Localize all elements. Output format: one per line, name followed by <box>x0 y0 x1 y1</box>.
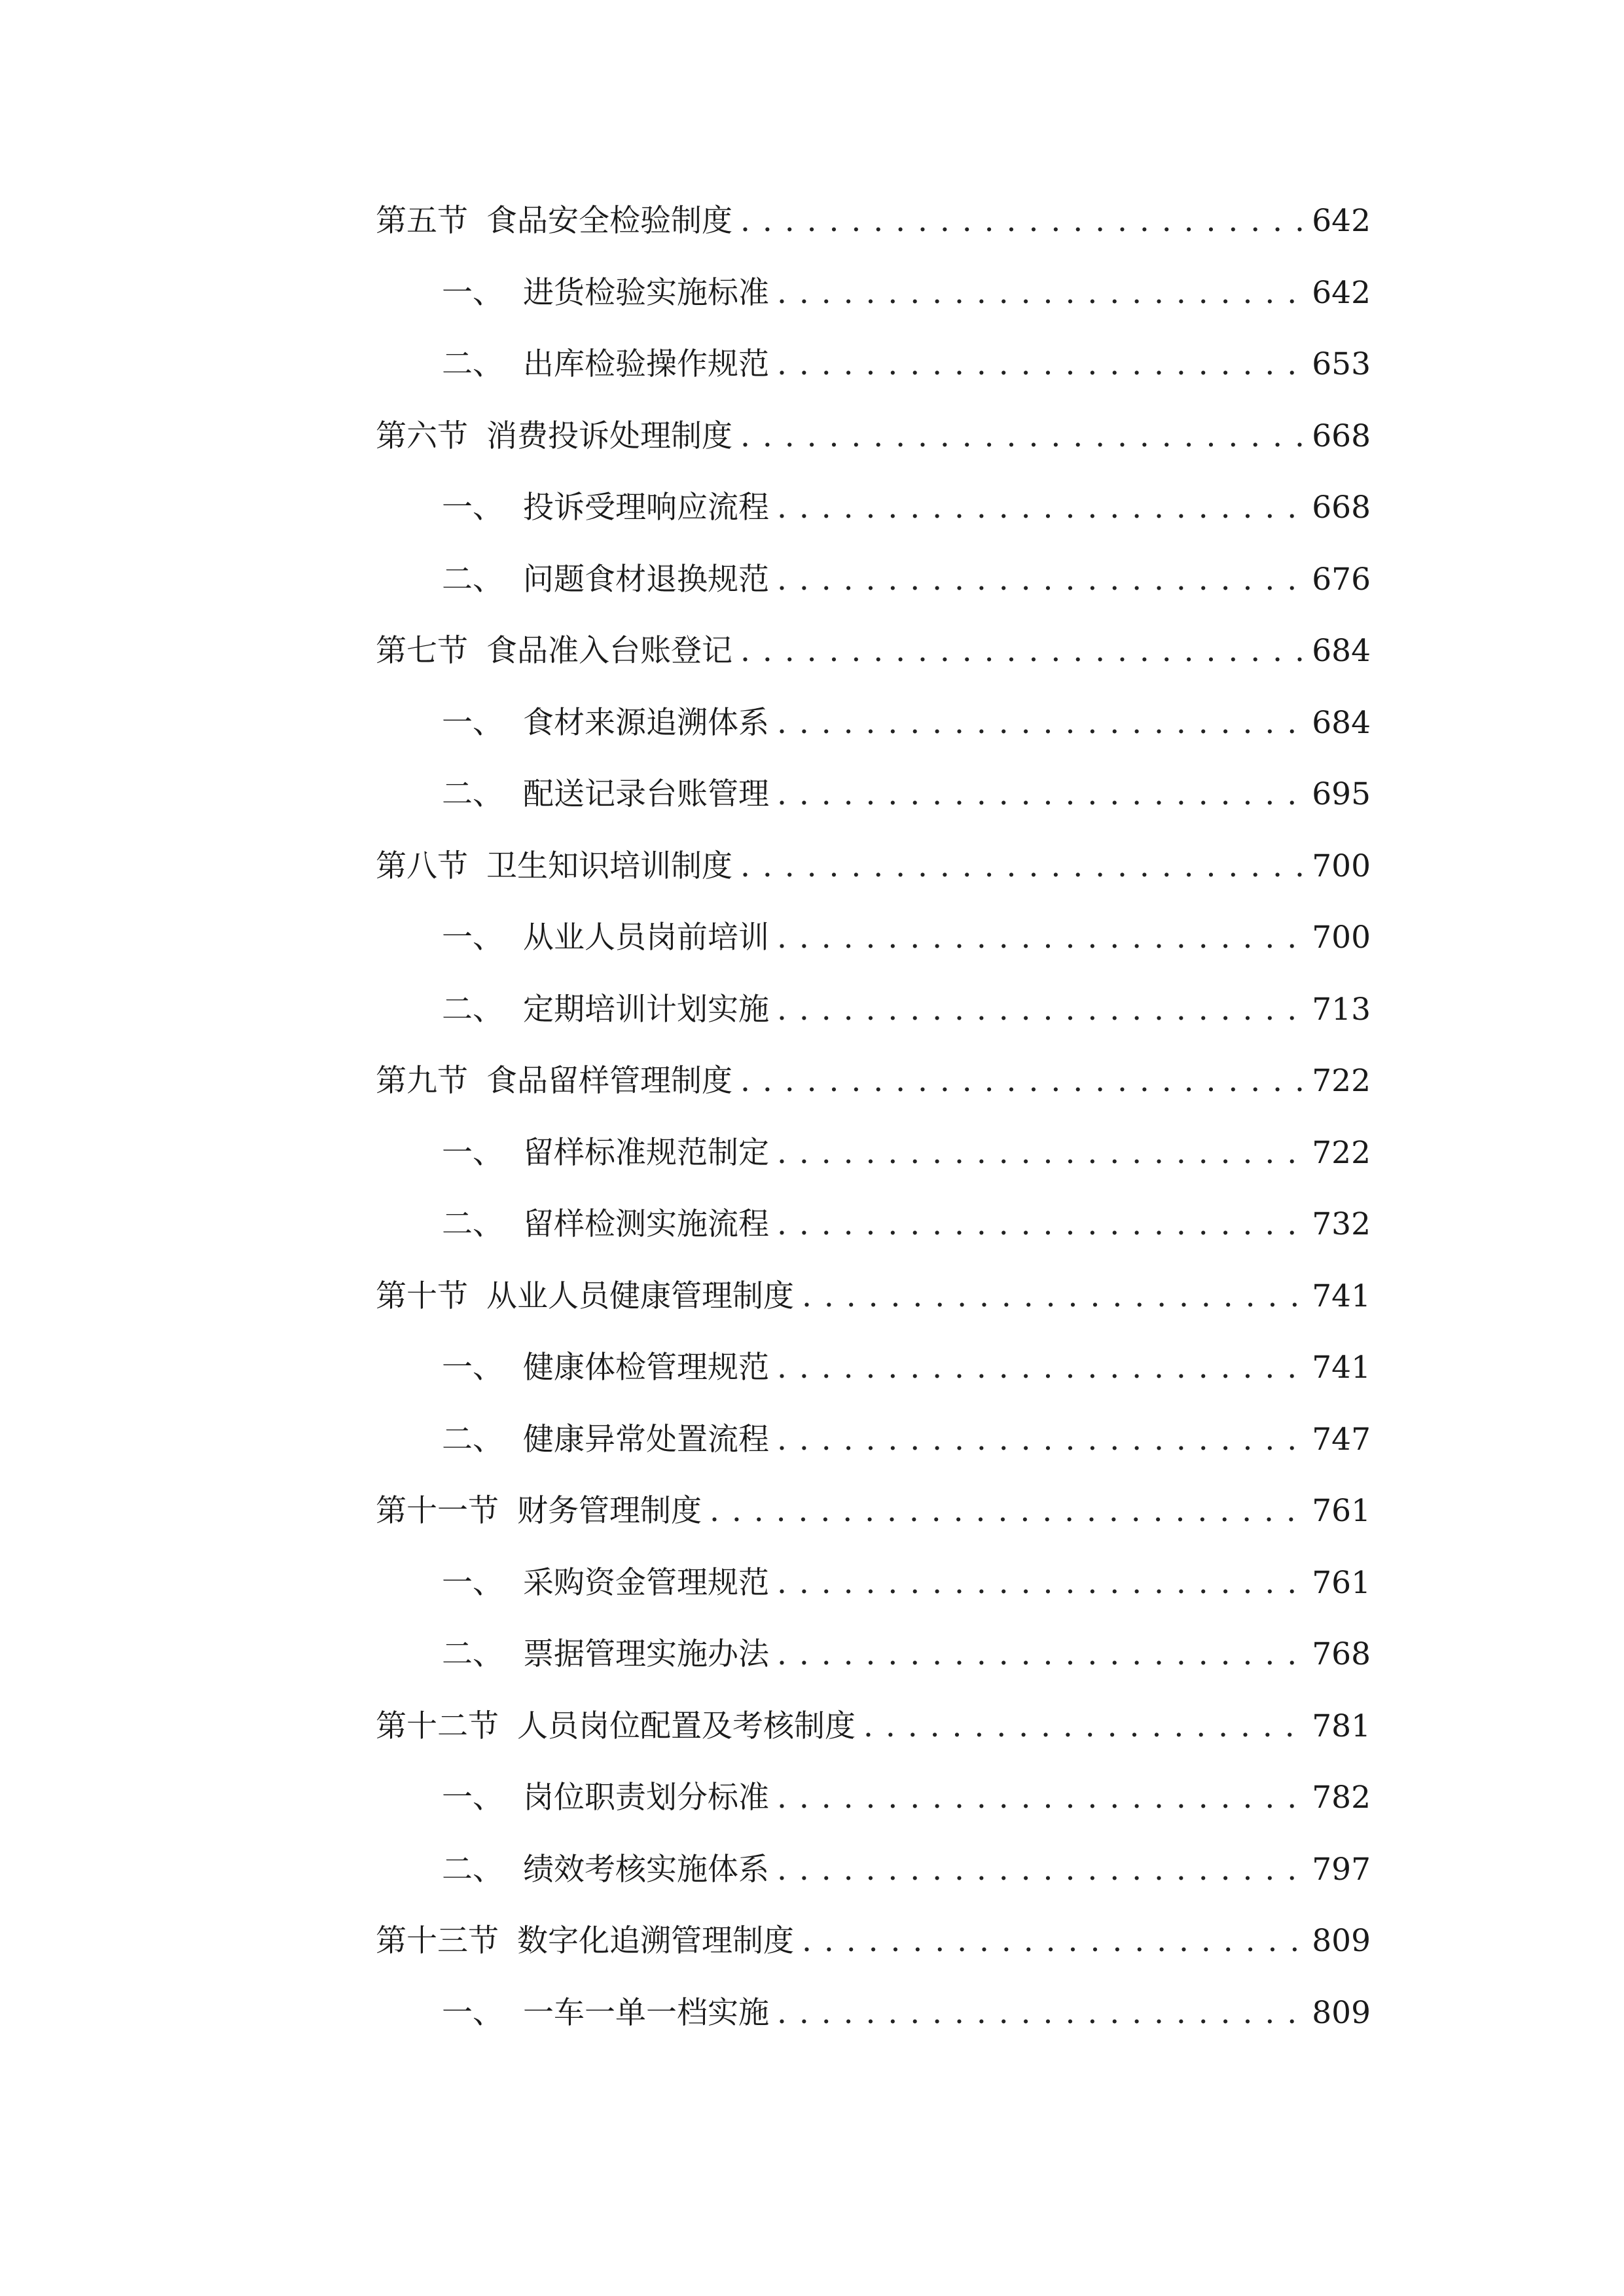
toc-entry-page-number: 809 <box>1312 1994 1371 2031</box>
toc-subsection-entry[interactable] <box>376 478 1371 550</box>
toc-subsection-entry[interactable] <box>376 1624 1371 1696</box>
toc-dot-leader <box>777 980 1305 1040</box>
toc-entry-number: 二、 <box>442 1636 503 1672</box>
toc-section-entry[interactable] <box>376 1696 1371 1768</box>
toc-dot-leader <box>863 1696 1305 1757</box>
toc-entry-number: 一、 <box>442 490 503 526</box>
toc-entry-number: 一、 <box>442 274 503 311</box>
toc-entry-title: 一车一单一档实施 <box>523 1994 769 2031</box>
toc-entry-number: 二、 <box>442 1851 503 1888</box>
toc-subsection-entry[interactable] <box>376 1768 1371 1840</box>
toc-dot-leader <box>777 1840 1305 1900</box>
toc-dot-leader <box>740 406 1305 467</box>
toc-section-entry[interactable] <box>376 1051 1371 1123</box>
toc-dot-leader <box>777 263 1305 323</box>
toc-entry-number: 一、 <box>442 1134 503 1171</box>
toc-dot-leader <box>777 1553 1305 1613</box>
toc-dot-leader <box>710 1481 1305 1541</box>
toc-subsection-entry[interactable] <box>376 1194 1371 1266</box>
toc-subsection-entry[interactable] <box>376 980 1371 1052</box>
toc-dot-leader <box>777 550 1305 610</box>
toc-dot-leader <box>777 334 1305 395</box>
toc-subsection-entry[interactable] <box>376 334 1371 406</box>
toc-entry-title: 财务管理制度 <box>517 1493 702 1529</box>
toc-entry-page-number: 741 <box>1312 1278 1371 1314</box>
toc-dot-leader <box>740 621 1305 681</box>
toc-dot-leader <box>777 908 1305 968</box>
toc-entry-number: 第六节 <box>376 418 468 454</box>
toc-entry-page-number: 684 <box>1312 704 1371 741</box>
toc-subsection-entry[interactable] <box>376 1123 1371 1195</box>
toc-dot-leader <box>777 478 1305 538</box>
toc-entry-title: 配送记录台账管理 <box>523 776 769 812</box>
toc-entry-page-number: 676 <box>1312 561 1371 598</box>
toc-entry-number: 第五节 <box>376 203 468 239</box>
toc-entry-number: 第七节 <box>376 633 468 669</box>
toc-entry-page-number: 668 <box>1312 490 1371 526</box>
toc-entry-title: 人员岗位配置及考核制度 <box>517 1708 856 1744</box>
toc-entry-number: 二、 <box>442 346 503 382</box>
toc-dot-leader <box>740 1051 1305 1111</box>
toc-subsection-entry[interactable] <box>376 1840 1371 1912</box>
toc-section-entry[interactable] <box>376 1911 1371 1983</box>
toc-dot-leader <box>777 1410 1305 1470</box>
toc-subsection-entry[interactable] <box>376 1410 1371 1482</box>
toc-entry-number: 一、 <box>442 1564 503 1601</box>
toc-entry-number: 二、 <box>442 1421 503 1458</box>
toc-entry-number: 第十二节 <box>376 1708 499 1744</box>
toc-entry-page-number: 700 <box>1312 848 1371 884</box>
toc-entry-title: 采购资金管理规范 <box>523 1564 769 1601</box>
toc-subsection-entry[interactable] <box>376 550 1371 622</box>
toc-entry-page-number: 741 <box>1312 1350 1371 1386</box>
toc-entry-title: 食材来源追溯体系 <box>523 704 769 741</box>
toc-subsection-entry[interactable] <box>376 693 1371 765</box>
toc-dot-leader <box>777 1123 1305 1183</box>
toc-entry-title: 留样标准规范制定 <box>523 1134 769 1171</box>
toc-entry-title: 投诉受理响应流程 <box>523 490 769 526</box>
toc-entry-page-number: 700 <box>1312 920 1371 956</box>
toc-entry-title: 出库检验操作规范 <box>523 346 769 382</box>
toc-entry-number: 一、 <box>442 920 503 956</box>
toc-entry-page-number: 713 <box>1312 991 1371 1028</box>
toc-entry-page-number: 761 <box>1312 1493 1371 1529</box>
toc-entry-page-number: 797 <box>1312 1851 1371 1888</box>
toc-entry-number: 一、 <box>442 1350 503 1386</box>
toc-entry-page-number: 642 <box>1312 203 1371 239</box>
toc-section-entry[interactable] <box>376 621 1371 693</box>
toc-dot-leader <box>777 1338 1305 1398</box>
toc-entry-page-number: 653 <box>1312 346 1371 382</box>
toc-entry-number: 第十一节 <box>376 1493 499 1529</box>
toc-entry-number: 第九节 <box>376 1063 468 1099</box>
toc-dot-leader <box>802 1266 1305 1327</box>
toc-dot-leader <box>777 1768 1305 1828</box>
toc-entry-page-number: 761 <box>1312 1564 1371 1601</box>
toc-entry-page-number: 809 <box>1312 1923 1371 1959</box>
toc-entry-page-number: 781 <box>1312 1708 1371 1744</box>
toc-entry-number: 二、 <box>442 561 503 598</box>
toc-entry-number: 第八节 <box>376 848 468 884</box>
toc-entry-title: 岗位职责划分标准 <box>523 1780 769 1816</box>
toc-section-entry[interactable] <box>376 836 1371 908</box>
toc-subsection-entry[interactable] <box>376 1338 1371 1410</box>
toc-dot-leader <box>777 1194 1305 1255</box>
toc-entry-page-number: 684 <box>1312 633 1371 669</box>
toc-entry-title: 食品留样管理制度 <box>486 1063 732 1099</box>
toc-entry-number: 二、 <box>442 1206 503 1242</box>
toc-entry-title: 健康异常处置流程 <box>523 1421 769 1458</box>
toc-dot-leader <box>777 1983 1305 2043</box>
toc-dot-leader <box>777 1624 1305 1685</box>
toc-section-entry[interactable] <box>376 1266 1371 1338</box>
toc-entry-number: 一、 <box>442 1780 503 1816</box>
toc-entry-title: 食品安全检验制度 <box>486 203 732 239</box>
toc-entry-title: 进货检验实施标准 <box>523 274 769 311</box>
toc-entry-title: 问题食材退换规范 <box>523 561 769 598</box>
toc-entry-title: 从业人员健康管理制度 <box>486 1278 794 1314</box>
toc-subsection-entry[interactable] <box>376 1553 1371 1625</box>
toc-dot-leader <box>740 836 1305 897</box>
toc-entry-number: 第十节 <box>376 1278 468 1314</box>
toc-entry-page-number: 782 <box>1312 1780 1371 1816</box>
toc-entry-page-number: 747 <box>1312 1421 1371 1458</box>
toc-entry-title: 绩效考核实施体系 <box>523 1851 769 1888</box>
toc-dot-leader <box>740 191 1305 251</box>
table-of-contents <box>376 191 1371 2054</box>
toc-entry-page-number: 722 <box>1312 1063 1371 1099</box>
toc-dot-leader <box>777 693 1305 753</box>
toc-entry-title: 票据管理实施办法 <box>523 1636 769 1672</box>
toc-entry-title: 从业人员岗前培训 <box>523 920 769 956</box>
toc-entry-page-number: 768 <box>1312 1636 1371 1672</box>
toc-section-entry[interactable] <box>376 1481 1371 1553</box>
toc-dot-leader <box>802 1911 1305 1971</box>
toc-entry-title: 数字化追溯管理制度 <box>517 1923 794 1959</box>
toc-entry-number: 二、 <box>442 776 503 812</box>
toc-subsection-entry[interactable] <box>376 764 1371 836</box>
toc-entry-page-number: 642 <box>1312 274 1371 311</box>
toc-entry-title: 卫生知识培训制度 <box>486 848 732 884</box>
toc-entry-title: 健康体检管理规范 <box>523 1350 769 1386</box>
toc-section-entry[interactable] <box>376 191 1371 263</box>
toc-subsection-entry[interactable] <box>376 908 1371 980</box>
toc-dot-leader <box>777 764 1305 825</box>
toc-entry-number: 一、 <box>442 704 503 741</box>
toc-section-entry[interactable] <box>376 406 1371 478</box>
toc-entry-title: 消费投诉处理制度 <box>486 418 732 454</box>
toc-entry-title: 定期培训计划实施 <box>523 991 769 1028</box>
toc-entry-title: 食品准入台账登记 <box>486 633 732 669</box>
toc-entry-number: 第十三节 <box>376 1923 499 1959</box>
toc-subsection-entry[interactable] <box>376 263 1371 335</box>
toc-entry-page-number: 732 <box>1312 1206 1371 1242</box>
toc-entry-number: 一、 <box>442 1994 503 2031</box>
toc-entry-page-number: 722 <box>1312 1134 1371 1171</box>
toc-subsection-entry[interactable] <box>376 1983 1371 2055</box>
toc-entry-title: 留样检测实施流程 <box>523 1206 769 1242</box>
toc-entry-page-number: 695 <box>1312 776 1371 812</box>
toc-entry-page-number: 668 <box>1312 418 1371 454</box>
toc-entry-number: 二、 <box>442 991 503 1028</box>
